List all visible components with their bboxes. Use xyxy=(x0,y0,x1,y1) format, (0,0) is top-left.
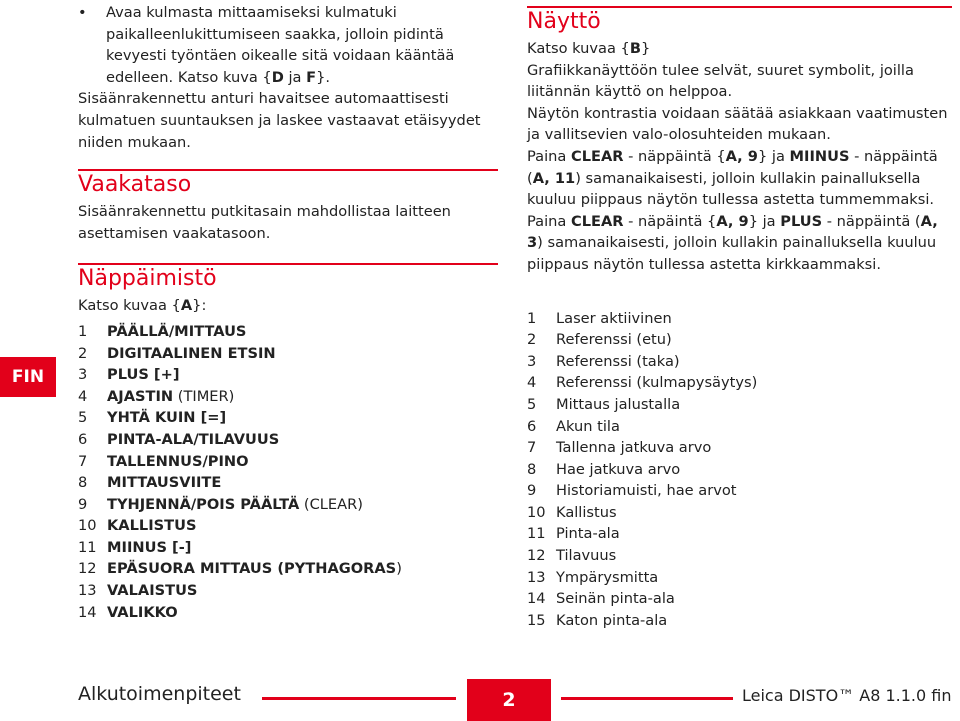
footer-section-title: Alkutoimenpiteet xyxy=(78,683,241,705)
list-item: 9 TYHJENNÄ/POIS PÄÄLTÄ (CLEAR) xyxy=(78,495,363,513)
vaakataso-text: Sisäänrakennettu putkitasain mahdollistaa laitteen asettamisen vaakatasoon. xyxy=(78,203,451,242)
list-item: 13 VALAISTUS xyxy=(78,582,198,600)
left-column xyxy=(78,2,498,623)
list-item: 8 MITTAUSVIITE xyxy=(78,474,222,492)
list-item: 5 Mittaus jalustalla xyxy=(527,395,681,413)
clear-minus-paragraph: Paina CLEAR - näppäintä {A, 9} ja MIINUS - näppäintä (A, 11) samanaikaisesti, jolloin kullakin painalluksella kuuluu piippaus näytön tullessa astetta tummemmaksi. xyxy=(527,147,938,209)
list-item: 14 Seinän pinta-ala xyxy=(527,590,675,608)
list-item: 6 PINTA-ALA/TILAVUUS xyxy=(78,430,280,448)
clear-plus-paragraph: Paina CLEAR - näpäintä {A, 9} ja PLUS - näppäintä (A, 3) samanaikaisesti, jolloin kullakin painalluksella kuuluu piippaus näytön tullessa astetta kirkkaammaksi. xyxy=(527,212,938,273)
list-item: 7 TALLENNUS/PINO xyxy=(78,452,249,470)
footer-product: Leica DISTO™ A8 1.1.0 fin xyxy=(742,686,952,705)
graphics-paragraph: Grafiikkanäyttöön tulee selvät, suuret symbolit, joilla liitännän käyttö on helppoa. xyxy=(527,61,914,101)
keyboard-figure-ref: Katso kuvaa {A}: xyxy=(78,297,207,315)
list-item: 3 Referenssi (taka) xyxy=(527,352,680,370)
list-item: 10 KALLISTUS xyxy=(78,517,197,535)
list-item: 14 VALIKKO xyxy=(78,603,178,621)
right-column xyxy=(527,6,952,631)
list-item: 2 Referenssi (etu) xyxy=(527,331,672,349)
list-item: 4 AJASTIN (TIMER) xyxy=(78,387,235,405)
list-item: 6 Akun tila xyxy=(527,417,620,435)
display-list xyxy=(527,308,952,632)
key-list xyxy=(78,321,498,623)
list-item: 12 Tilavuus xyxy=(527,547,617,565)
list-item: 10 Kallistus xyxy=(527,503,617,521)
list-item: 3 PLUS [+] xyxy=(78,366,180,384)
bullet-text: Avaa kulmasta mittaamiseksi kulmatuki paikalleenlukittumiseen saakka, jolloin pidintä kevyesti työntäen oikealle sitä voidaan kääntää edelleen. Katso kuva {D ja F}. xyxy=(106,4,455,86)
list-item: 1 PÄÄLLÄ/MITTAUS xyxy=(78,322,247,340)
sensor-paragraph: Sisäänrakennettu anturi havaitsee automaattisesti kulmatuen suuntauksen ja laskee vastaavat etäisyydet niiden mukaan. xyxy=(78,90,481,151)
list-item: 13 Ympärysmitta xyxy=(527,568,659,586)
list-item: 15 Katon pinta-ala xyxy=(527,611,668,629)
display-figure-ref: Katso kuvaa {B} xyxy=(527,40,651,57)
list-item: 11 MIINUS [-] xyxy=(78,538,192,556)
bullet-item xyxy=(78,2,498,88)
list-item: 1 Laser aktiivinen xyxy=(527,309,672,327)
footer-rule-right xyxy=(561,697,733,700)
list-item: 12 EPÄSUORA MITTAUS (PYTHAGORAS) xyxy=(78,560,402,578)
footer-rule-left xyxy=(262,697,456,700)
language-tab: FIN xyxy=(0,357,56,397)
list-item: 2 DIGITAALINEN ETSIN xyxy=(78,344,276,362)
contrast-paragraph: Näytön kontrastia voidaan säätää asiakkaan vaatimusten ja vallitsevien valo-olosuhteiden mukaan. xyxy=(527,104,948,144)
list-item: 5 YHTÄ KUIN [=] xyxy=(78,409,227,427)
nappaimisto-heading: Näppäimistö xyxy=(78,266,217,292)
bullet-mark: • xyxy=(78,4,87,21)
list-item: 7 Tallenna jatkuva arvo xyxy=(527,439,712,457)
list-item: 8 Hae jatkuva arvo xyxy=(527,460,681,478)
list-item: 4 Referenssi (kulmapysäytys) xyxy=(527,374,758,392)
vaakataso-heading: Vaakataso xyxy=(78,172,192,198)
page-number: 2 xyxy=(467,679,551,721)
list-item: 11 Pinta-ala xyxy=(527,525,620,543)
naytto-heading: Näyttö xyxy=(527,9,601,34)
list-item: 9 Historiamuisti, hae arvot xyxy=(527,482,737,500)
